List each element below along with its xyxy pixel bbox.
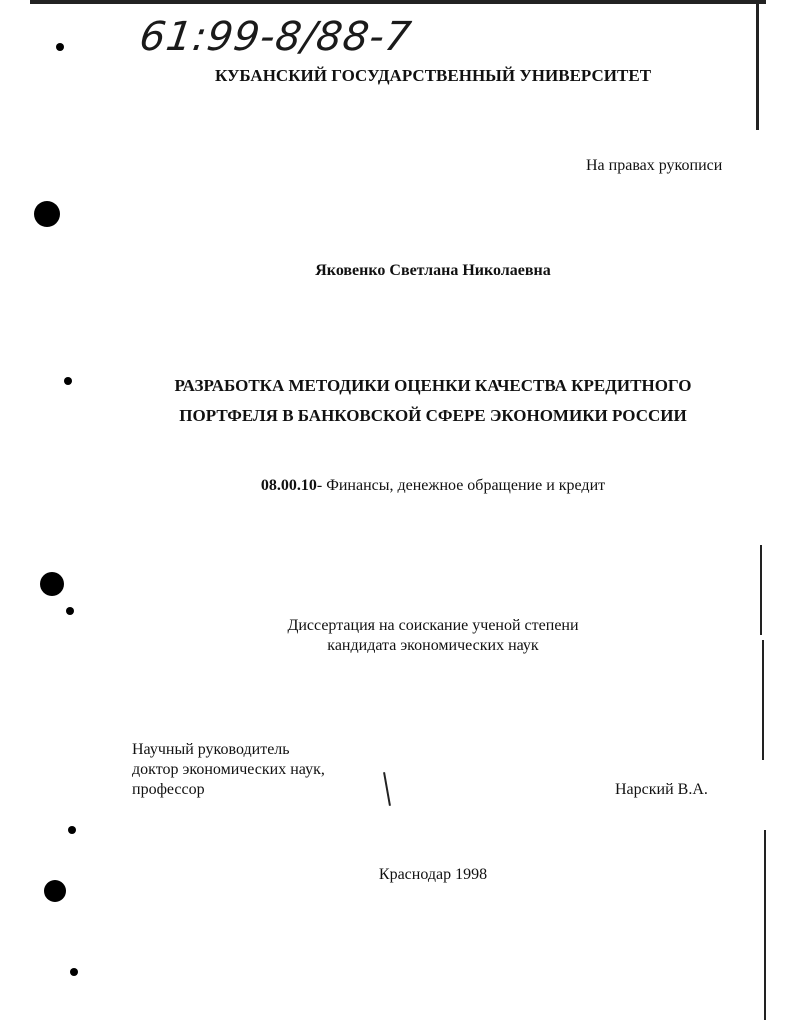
specialty-code: 08.00.10 [260,477,317,494]
punch-hole-mark [40,572,64,596]
specialty [0,477,796,495]
advisor-name: Нарский В.А. [615,781,708,798]
punch-hole-mark [68,826,76,834]
city-year: Краснодар 1998 [378,866,488,883]
archive-code-handwritten: 61:99-8/88-7 [136,14,415,60]
punch-hole-mark [56,43,64,51]
punch-hole-mark [70,968,78,976]
punch-hole-mark [66,607,74,615]
punch-hole-mark [34,201,60,227]
advisor-line-3: профессор [132,781,205,798]
scan-edge-line [756,0,759,130]
title-line-2: ПОРТФЕЛЯ В БАНКОВСКОЙ СФЕРЕ ЭКОНОМИКИ РОССИИ [179,406,687,425]
scan-edge-line [762,640,764,760]
title-line-1: РАЗРАБОТКА МЕТОДИКИ ОЦЕНКИ КАЧЕСТВА КРЕДИТНОГО [174,376,692,395]
scan-edge-line [30,0,766,4]
scan-edge-line [764,830,766,1020]
advisor-line-1: Научный руководитель [132,741,290,758]
rights-note: На правах рукописи [586,157,723,174]
author-name: Яковенко Светлана Николаевна [315,262,551,279]
specialty-name: - Финансы, денежное обращение и кредит [316,477,606,494]
advisor-line-2: доктор экономических наук, [132,761,325,778]
dissertation-line-1: Диссертация на соискание ученой степени [287,617,579,634]
scan-edge-line [383,772,391,806]
dissertation-line-2: кандидата экономических наук [327,637,539,654]
university-name: КУБАНСКИЙ ГОСУДАРСТВЕННЫЙ УНИВЕРСИТЕТ [214,66,652,85]
